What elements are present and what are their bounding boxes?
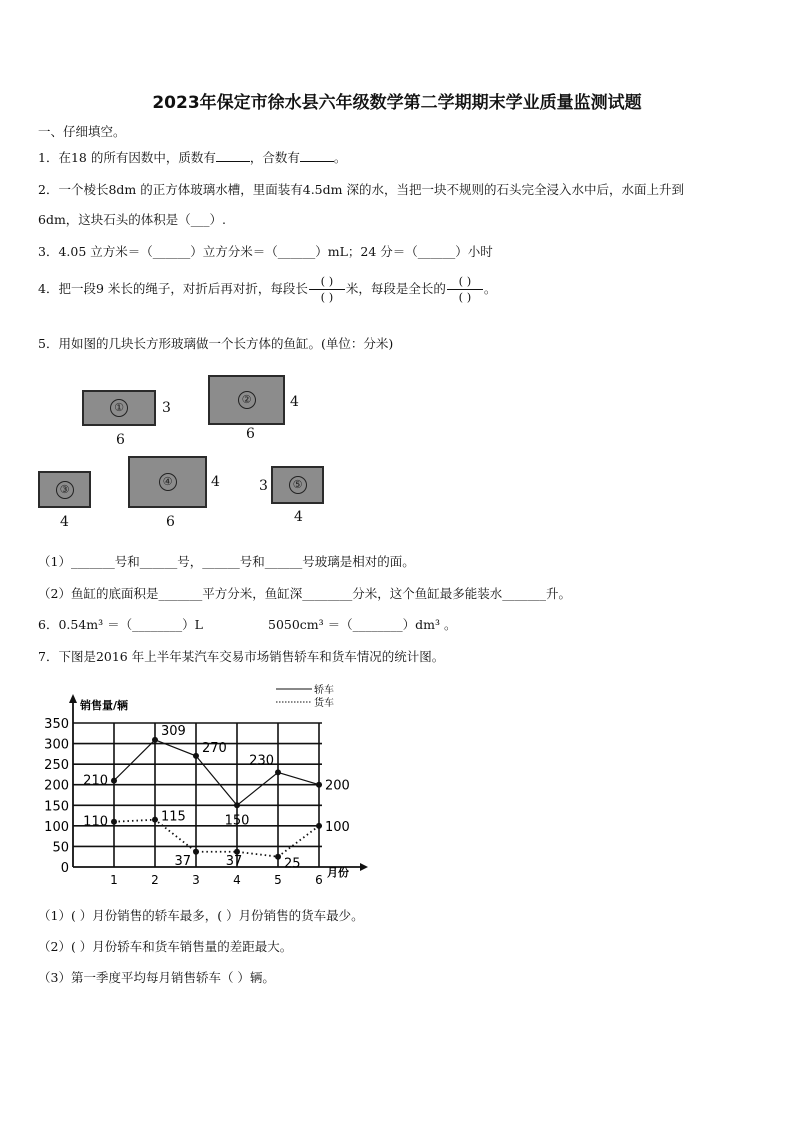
x-tick-label: 5 — [274, 873, 282, 887]
data-point — [193, 753, 199, 759]
question-text: 米，每段是全长的 — [345, 281, 446, 296]
data-label: 115 — [161, 809, 186, 825]
question-text: 在18 的所有因数中，质数有 — [58, 150, 216, 165]
data-point — [111, 819, 117, 825]
question-text: 4.05 立方米＝（______）立方分米＝（______）mL；24 分＝（______）小时 — [58, 244, 493, 259]
dimension-label: 6 — [116, 432, 125, 448]
question-number: 2． — [38, 182, 59, 197]
question-text: 。 — [483, 281, 497, 296]
data-point — [152, 817, 158, 823]
question-text: ，合数有 — [249, 150, 300, 165]
y-axis-arrow — [69, 694, 77, 703]
question-text: 下图是2016 年上半年某汽车交易市场销售轿车和货车情况的统计图。 — [58, 649, 445, 664]
x-tick-label: 3 — [192, 873, 200, 887]
data-label: 150 — [224, 813, 250, 829]
data-point — [316, 782, 322, 788]
question-7-sub-1: （1）( ）月份销售的轿车最多，( ）月份销售的货车最少。 — [38, 908, 364, 923]
question-2 — [38, 180, 684, 198]
y-tick-label: 350 — [44, 717, 69, 732]
y-tick-label: 300 — [44, 737, 69, 753]
data-label: 210 — [83, 773, 108, 789]
data-point — [316, 823, 322, 829]
data-label: 309 — [161, 723, 186, 739]
y-tick-label: 150 — [44, 799, 69, 815]
answer-blank[interactable] — [216, 149, 250, 162]
question-text: 。 — [333, 150, 347, 165]
question-7 — [38, 647, 444, 665]
x-tick-label: 2 — [151, 873, 159, 887]
dimension-label: 3 — [162, 400, 171, 416]
question-1 — [38, 148, 346, 166]
data-point — [152, 737, 158, 743]
y-axis-label: 销售量/辆 — [80, 699, 129, 712]
question-number: 5． — [38, 336, 59, 351]
question-text: 用如图的几块长方形玻璃做一个长方体的鱼缸。(单位：分米) — [58, 336, 394, 351]
y-tick-label: 250 — [44, 758, 69, 774]
question-number: 7． — [38, 649, 59, 664]
page-title: 2023年保定市徐水县六年级数学第二学期期末学业质量监测试题 — [152, 93, 642, 113]
x-axis-label: 月份 — [327, 866, 349, 879]
question-7-sub-3: （3）第一季度平均每月销售轿车（ ）辆。 — [38, 970, 275, 985]
data-point — [111, 778, 117, 784]
question-5 — [38, 334, 393, 352]
x-tick-label: 4 — [233, 873, 241, 887]
question-text: 一个棱长8dm 的正方体玻璃水槽，里面装有4.5dm 深的水，当把一块不规则的石头完全浸入水中后，水面上升到 — [58, 182, 684, 197]
dimension-label: 6 — [246, 426, 255, 442]
question-number: 3． — [38, 244, 59, 259]
question-text: 把一段9 米长的绳子，对折后再对折，每段长 — [58, 281, 308, 296]
question-4 — [38, 274, 496, 305]
data-label: 230 — [249, 753, 274, 769]
dimension-label: 3 — [259, 478, 268, 494]
question-3 — [38, 242, 493, 260]
dimension-label: 4 — [294, 509, 303, 525]
dimension-label: 4 — [60, 514, 69, 530]
data-point — [234, 802, 240, 808]
glass-piece-1: ① — [82, 390, 156, 426]
data-label: 37 — [225, 853, 243, 869]
data-label: 270 — [202, 740, 227, 756]
glass-piece-3: ③ — [38, 471, 91, 508]
y-tick-label: 0 — [60, 861, 69, 876]
fraction-blank[interactable]: $\frac{( )}{( )}$ — [447, 274, 483, 305]
y-tick-label: 50 — [52, 840, 69, 856]
y-tick-label: 100 — [44, 819, 69, 835]
data-point — [275, 769, 281, 775]
section-heading: 一、仔细填空。 — [38, 124, 126, 139]
question-number: 1． — [38, 150, 59, 165]
data-label: 100 — [325, 819, 350, 835]
legend-label: 货车 — [314, 698, 334, 709]
legend-label: 轿车 — [314, 685, 334, 696]
glass-piece-2: ② — [208, 375, 285, 425]
question-6-part-b: 5050cm³ ＝（________）dm³ 。 — [268, 617, 457, 632]
data-label: 25 — [284, 856, 301, 872]
data-label: 110 — [83, 814, 108, 830]
dimension-label: 4 — [211, 474, 220, 490]
x-axis-arrow — [360, 863, 368, 871]
question-5-sub-2: （2）鱼缸的底面积是_______平方分米，鱼缸深________分米，这个鱼缸最多能装水_______升。 — [38, 586, 571, 601]
glass-piece-4: ④ — [128, 456, 207, 508]
data-point — [275, 854, 281, 860]
dimension-label: 4 — [290, 394, 299, 410]
glass-piece-5: ⑤ — [271, 466, 324, 504]
fraction-blank[interactable]: $\frac{( )}{( )}$ — [309, 274, 345, 305]
answer-blank[interactable] — [300, 149, 334, 162]
dimension-label: 6 — [166, 514, 175, 530]
question-7-sub-2: （2）( ）月份轿车和货车销售量的差距最大。 — [38, 939, 293, 954]
question-5-sub-1: （1）_______号和______号，______号和______号玻璃是相对的面。 — [38, 554, 415, 569]
y-tick-label: 200 — [44, 778, 69, 794]
x-tick-label: 1 — [110, 873, 118, 887]
data-label: 37 — [174, 853, 191, 869]
question-2-line-2: 6dm，这块石头的体积是（___）. — [38, 212, 227, 227]
data-label: 200 — [325, 778, 350, 794]
sales-line-chart — [0, 670, 420, 890]
data-point — [193, 849, 199, 855]
question-number: 6． — [38, 617, 59, 632]
question-6 — [38, 615, 203, 633]
x-tick-label: 6 — [315, 873, 323, 887]
question-number: 4． — [38, 281, 59, 296]
question-text: 0.54m³ ＝（________）L — [58, 617, 203, 632]
